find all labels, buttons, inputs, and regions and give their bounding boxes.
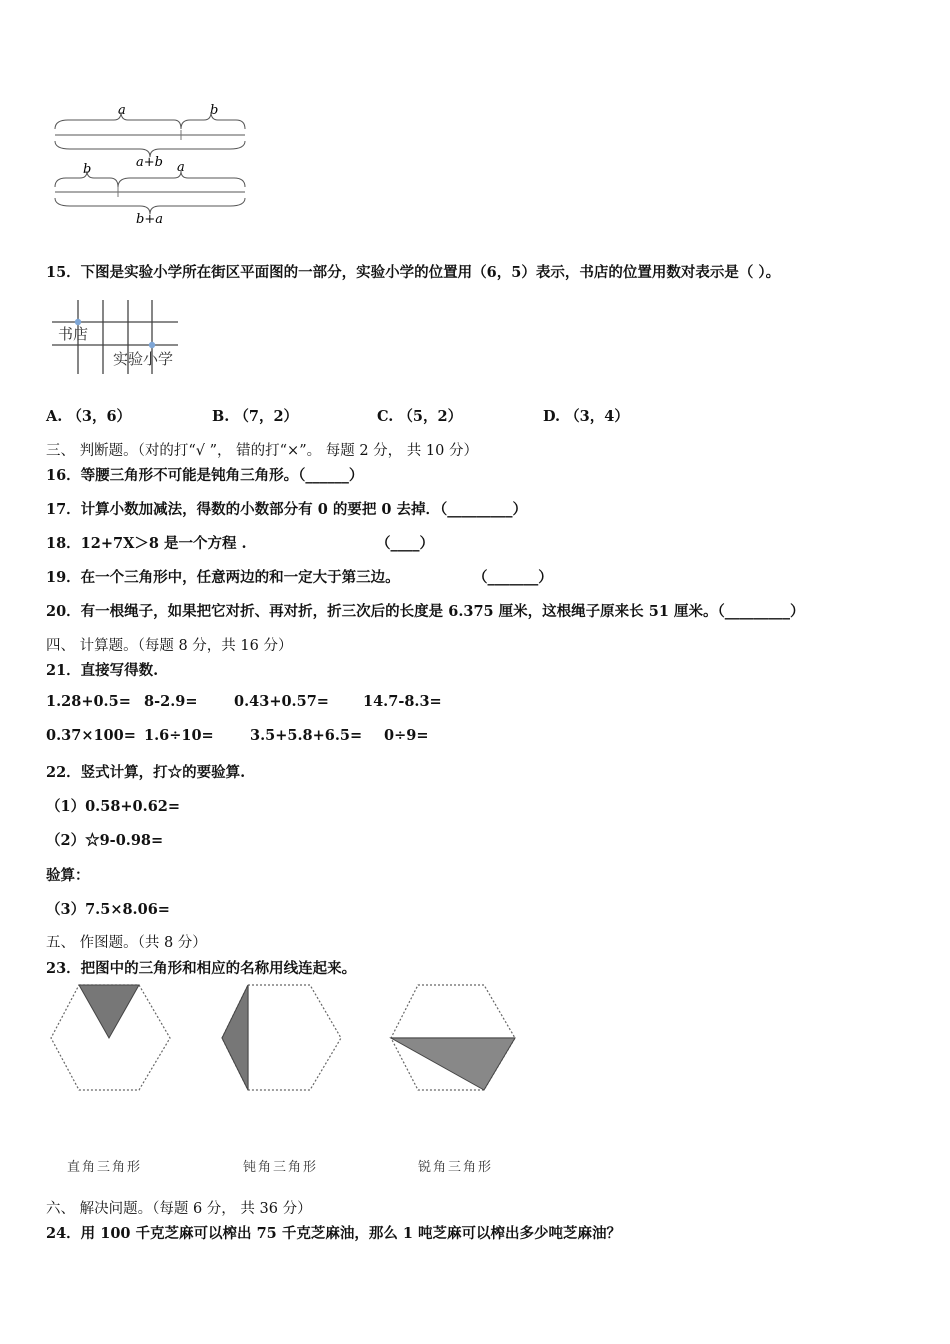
shaded-triangle-3 — [391, 1038, 515, 1090]
section-5-title: 五、 作图题。（共 8 分） — [46, 935, 207, 951]
fig14-bottom-right-label: a — [177, 160, 185, 175]
shaded-triangle-1 — [79, 985, 139, 1038]
q21-item: 1.28+0.5= — [46, 693, 131, 710]
shaded-triangle-2 — [222, 985, 248, 1090]
q22-part-3: （3）7.5×8.06= — [46, 901, 170, 918]
q15-option-d: D. （3，4） — [543, 408, 629, 425]
q22-part-1: （1）0.58+0.62= — [46, 798, 181, 815]
label-obtuse-triangle: 钝角三角形 — [243, 1160, 319, 1175]
q22-check-label: 验算： — [46, 867, 90, 884]
section-4-title: 四、 计算题。（每题 8 分，共 16 分） — [46, 638, 293, 654]
q21-item: 3.5+5.8+6.5= — [250, 727, 363, 744]
commutative-brace-figure — [40, 95, 260, 230]
q15-option-a: A. （3，6） — [46, 408, 132, 425]
q21-text: 21．直接写得数. — [46, 662, 159, 679]
q23-text: 23．把图中的三角形和相应的名称用线连起来。 — [46, 960, 357, 977]
q18-text: 18．12+7X＞8 是一个方程 . — [46, 535, 247, 552]
fig14-top-right-label: b — [210, 103, 219, 118]
q22-text: 22．竖式计算，打☆的要验算. — [46, 764, 246, 781]
label-acute-triangle: 锐角三角形 — [418, 1160, 494, 1175]
q17-text: 17．计算小数加减法，得数的小数部分有 0 的要把 0 去掉．（_________） — [46, 501, 528, 518]
q24-text: 24．用 100 千克芝麻可以榨出 75 千克芝麻油，那么 1 吨芝麻可以榨出多少吨芝麻油？ — [46, 1225, 621, 1242]
section-3-title: 三、 判断题。（对的打“√ ”， 错的打“×”。 每题 2 分， 共 10 分） — [46, 443, 478, 459]
q21-item: 0÷9= — [384, 727, 429, 744]
hexagon-triangles-figure — [48, 982, 518, 1097]
fig14-bottom-sum-label: b+a — [136, 212, 163, 227]
q18-blank: （____） — [376, 535, 434, 552]
fig14-top-sum-label: a+b — [136, 155, 163, 170]
q15-option-c: C. （5，2） — [377, 408, 463, 425]
q21-item: 1.6÷10= — [144, 727, 214, 744]
school-dot — [149, 342, 155, 348]
section-6-title: 六、 解决问题。（每题 6 分， 共 36 分） — [46, 1201, 312, 1217]
fig14-top-left-label: a — [118, 103, 126, 118]
q21-item: 8-2.9= — [144, 693, 198, 710]
street-map-figure — [50, 298, 195, 378]
q21-item: 14.7-8.3= — [363, 693, 442, 710]
fig14-bottom-left-label: b — [83, 162, 92, 177]
q15-option-b: B. （7，2） — [212, 408, 299, 425]
q19-text: 19．在一个三角形中，任意两边的和一定大于第三边。 — [46, 569, 400, 586]
q15-text: 15．下图是实验小学所在街区平面图的一部分，实验小学的位置用（6，5）表示，书店的位置用数对表示是（ ）。 — [46, 264, 781, 281]
q19-blank: （_______） — [473, 569, 553, 586]
q21-item: 0.43+0.57= — [234, 693, 329, 710]
q20-text: 20．有一根绳子，如果把它对折、再对折，折三次后的长度是 6.375 厘米，这根绳子原来长 51 厘米。（_________） — [46, 603, 805, 620]
q21-item: 0.37×100= — [46, 727, 136, 744]
label-right-triangle: 直角三角形 — [67, 1160, 143, 1175]
bookstore-label: 书店 — [58, 325, 89, 343]
q22-part-2: （2）☆9-0.98= — [46, 832, 164, 849]
school-label: 实验小学 — [113, 350, 174, 368]
q16-text: 16．等腰三角形不可能是钝角三角形。（______） — [46, 467, 364, 484]
